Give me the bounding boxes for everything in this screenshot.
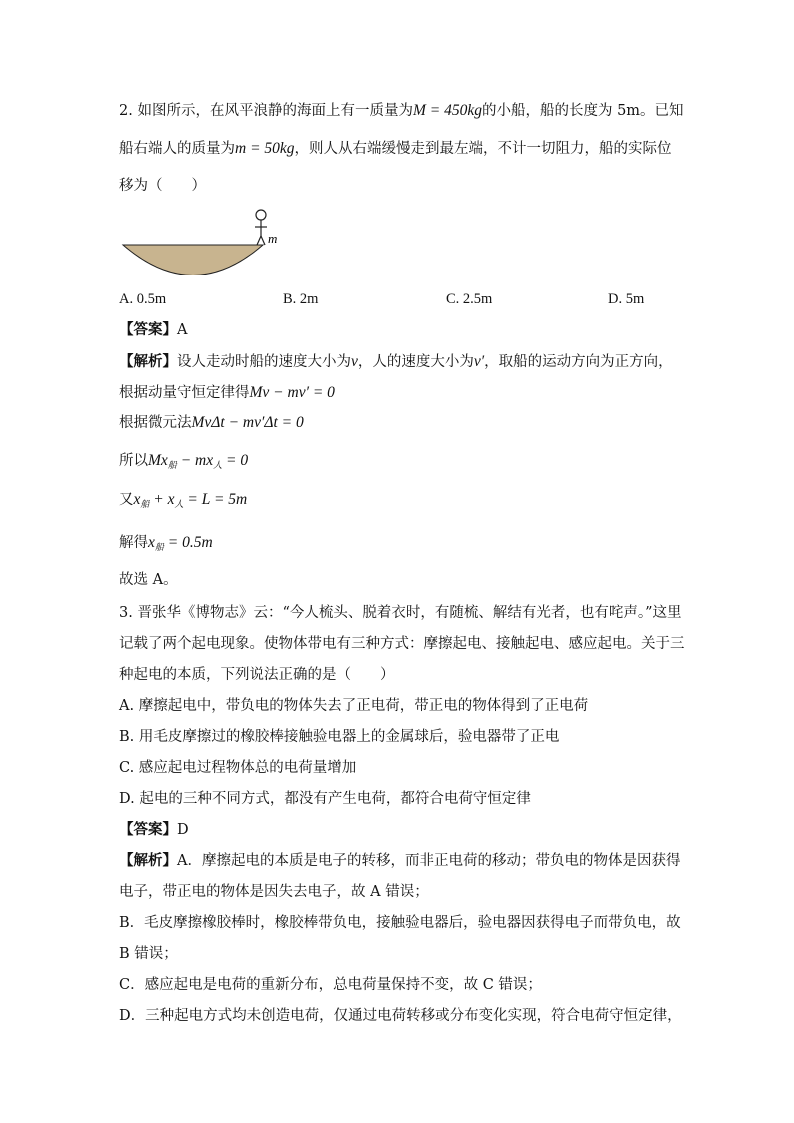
- q3-analysis-line-4: B 错误；: [119, 946, 178, 962]
- micro-line: [119, 413, 304, 433]
- momentum-text: 根据动量守恒定律得: [119, 385, 250, 401]
- also-line: [119, 490, 247, 514]
- q2-option-c: C. 2.5m: [446, 291, 493, 307]
- q3-option-d: D. 起电的三种不同方式，都没有产生电荷，都符合电荷守恒定律: [119, 791, 531, 807]
- analysis-text: A．摩擦起电的本质是电子的转移，而非正电荷的移动；带负电的物体是因获得: [177, 853, 681, 869]
- boat-speed-symbol: v: [351, 353, 358, 370]
- so-line: [119, 451, 248, 475]
- q3-option-b: B. 用毛皮摩擦过的橡胶棒接触验电器上的金属球后，验电器带了正电: [119, 729, 560, 745]
- q3-line-2: 记载了两个起电现象。使物体带电有三种方式：摩擦起电、接触起电、感应起电。关于三: [119, 636, 685, 652]
- q3-analysis-line-6: D．三种起电方式均未创造电荷，仅通过电荷转移或分布变化实现，符合电荷守恒定律，: [119, 1008, 682, 1024]
- q3-answer: [119, 820, 189, 840]
- person-leg-right: [261, 236, 265, 245]
- analysis-text: ，人的速度大小为: [357, 354, 474, 370]
- q3-analysis-line-3: B．毛皮摩擦橡胶棒时，橡胶棒带负电，接触验电器后，验电器因获得电子而带负电，故: [119, 915, 681, 931]
- q2-line-1: [119, 101, 684, 121]
- also-equation: $x_船 + x_人 = L = 5m$: [133, 491, 248, 509]
- so-equation: $Mx_船 - mx_人 = 0$: [148, 452, 249, 470]
- q2-analysis-line-1: [119, 352, 673, 372]
- q2-line-2: [119, 139, 672, 159]
- person-label: m: [268, 231, 278, 246]
- answer-value: D: [177, 822, 189, 838]
- answer-tag: 【答案】: [119, 821, 177, 838]
- solve-line: [119, 533, 213, 557]
- q3-line-3: 种起电的本质，下列说法正确的是（ ）: [119, 667, 395, 683]
- q3-analysis-line-5: C．感应起电是电荷的重新分布，总电荷量保持不变，故 C 错误；: [119, 977, 542, 993]
- q3-option-a: A. 摩擦起电中，带负电的物体失去了正电荷，带正电的物体得到了正电荷: [119, 698, 589, 714]
- q2-line-3: 移为（ ）: [119, 178, 206, 194]
- also-text: 又: [119, 492, 134, 508]
- micro-equation: MvΔt − mv′Δt = 0: [191, 414, 304, 431]
- person-mass: m = 50kg: [235, 140, 295, 157]
- q2-line1-pre: 2. 如图所示，在风平浪静的海面上有一质量为: [119, 103, 413, 119]
- analysis-text: 设人走动时船的速度大小为: [177, 354, 351, 370]
- analysis-tag: 【解析】: [119, 852, 177, 869]
- answer-value: A: [177, 322, 188, 338]
- q2-line2-pre: 船右端人的质量为: [119, 141, 235, 157]
- person-speed-symbol: v′: [473, 353, 485, 370]
- q3-line-1: 3. 晋张华《博物志》云：“今人梳头、脱着衣时，有随梳、解结有光者，也有咤声。”这里: [119, 605, 682, 621]
- boat-figure: [120, 207, 285, 275]
- person-leg-left: [257, 236, 261, 245]
- q2-option-b: B. 2m: [283, 291, 319, 307]
- q3-option-c: C. 感应起电过程物体总的电荷量增加: [119, 760, 357, 776]
- momentum-equation: Mv − mv′ = 0: [249, 384, 335, 401]
- q2-option-d: D. 5m: [608, 291, 645, 307]
- micro-text: 根据微元法: [119, 415, 192, 431]
- q2-choose: 故选 A。: [119, 572, 178, 588]
- so-text: 所以: [119, 453, 148, 469]
- solve-text: 解得: [119, 535, 148, 551]
- q2-line1-post: 的小船，船的长度为 5m。已知: [481, 103, 684, 119]
- q2-answer: [119, 320, 187, 340]
- q3-analysis-line-1: [119, 851, 680, 871]
- q3-analysis-line-2: 电子，带正电的物体是因失去电子，故 A 错误；: [119, 884, 429, 900]
- analysis-tag: 【解析】: [119, 353, 177, 370]
- boat-hull: [123, 245, 263, 275]
- solve-equation: $x_船 = 0.5m$: [148, 534, 213, 552]
- person-head: [256, 210, 266, 220]
- q2-line2-post: ，则人从右端缓慢走到最左端，不计一切阻力，船的实际位: [294, 141, 672, 157]
- momentum-line: [119, 383, 335, 403]
- answer-tag: 【答案】: [119, 321, 177, 338]
- boat-mass: M = 450kg: [412, 102, 482, 119]
- analysis-text: ，取船的运动方向为正方向，: [484, 354, 673, 370]
- q2-option-a: A. 0.5m: [119, 291, 167, 307]
